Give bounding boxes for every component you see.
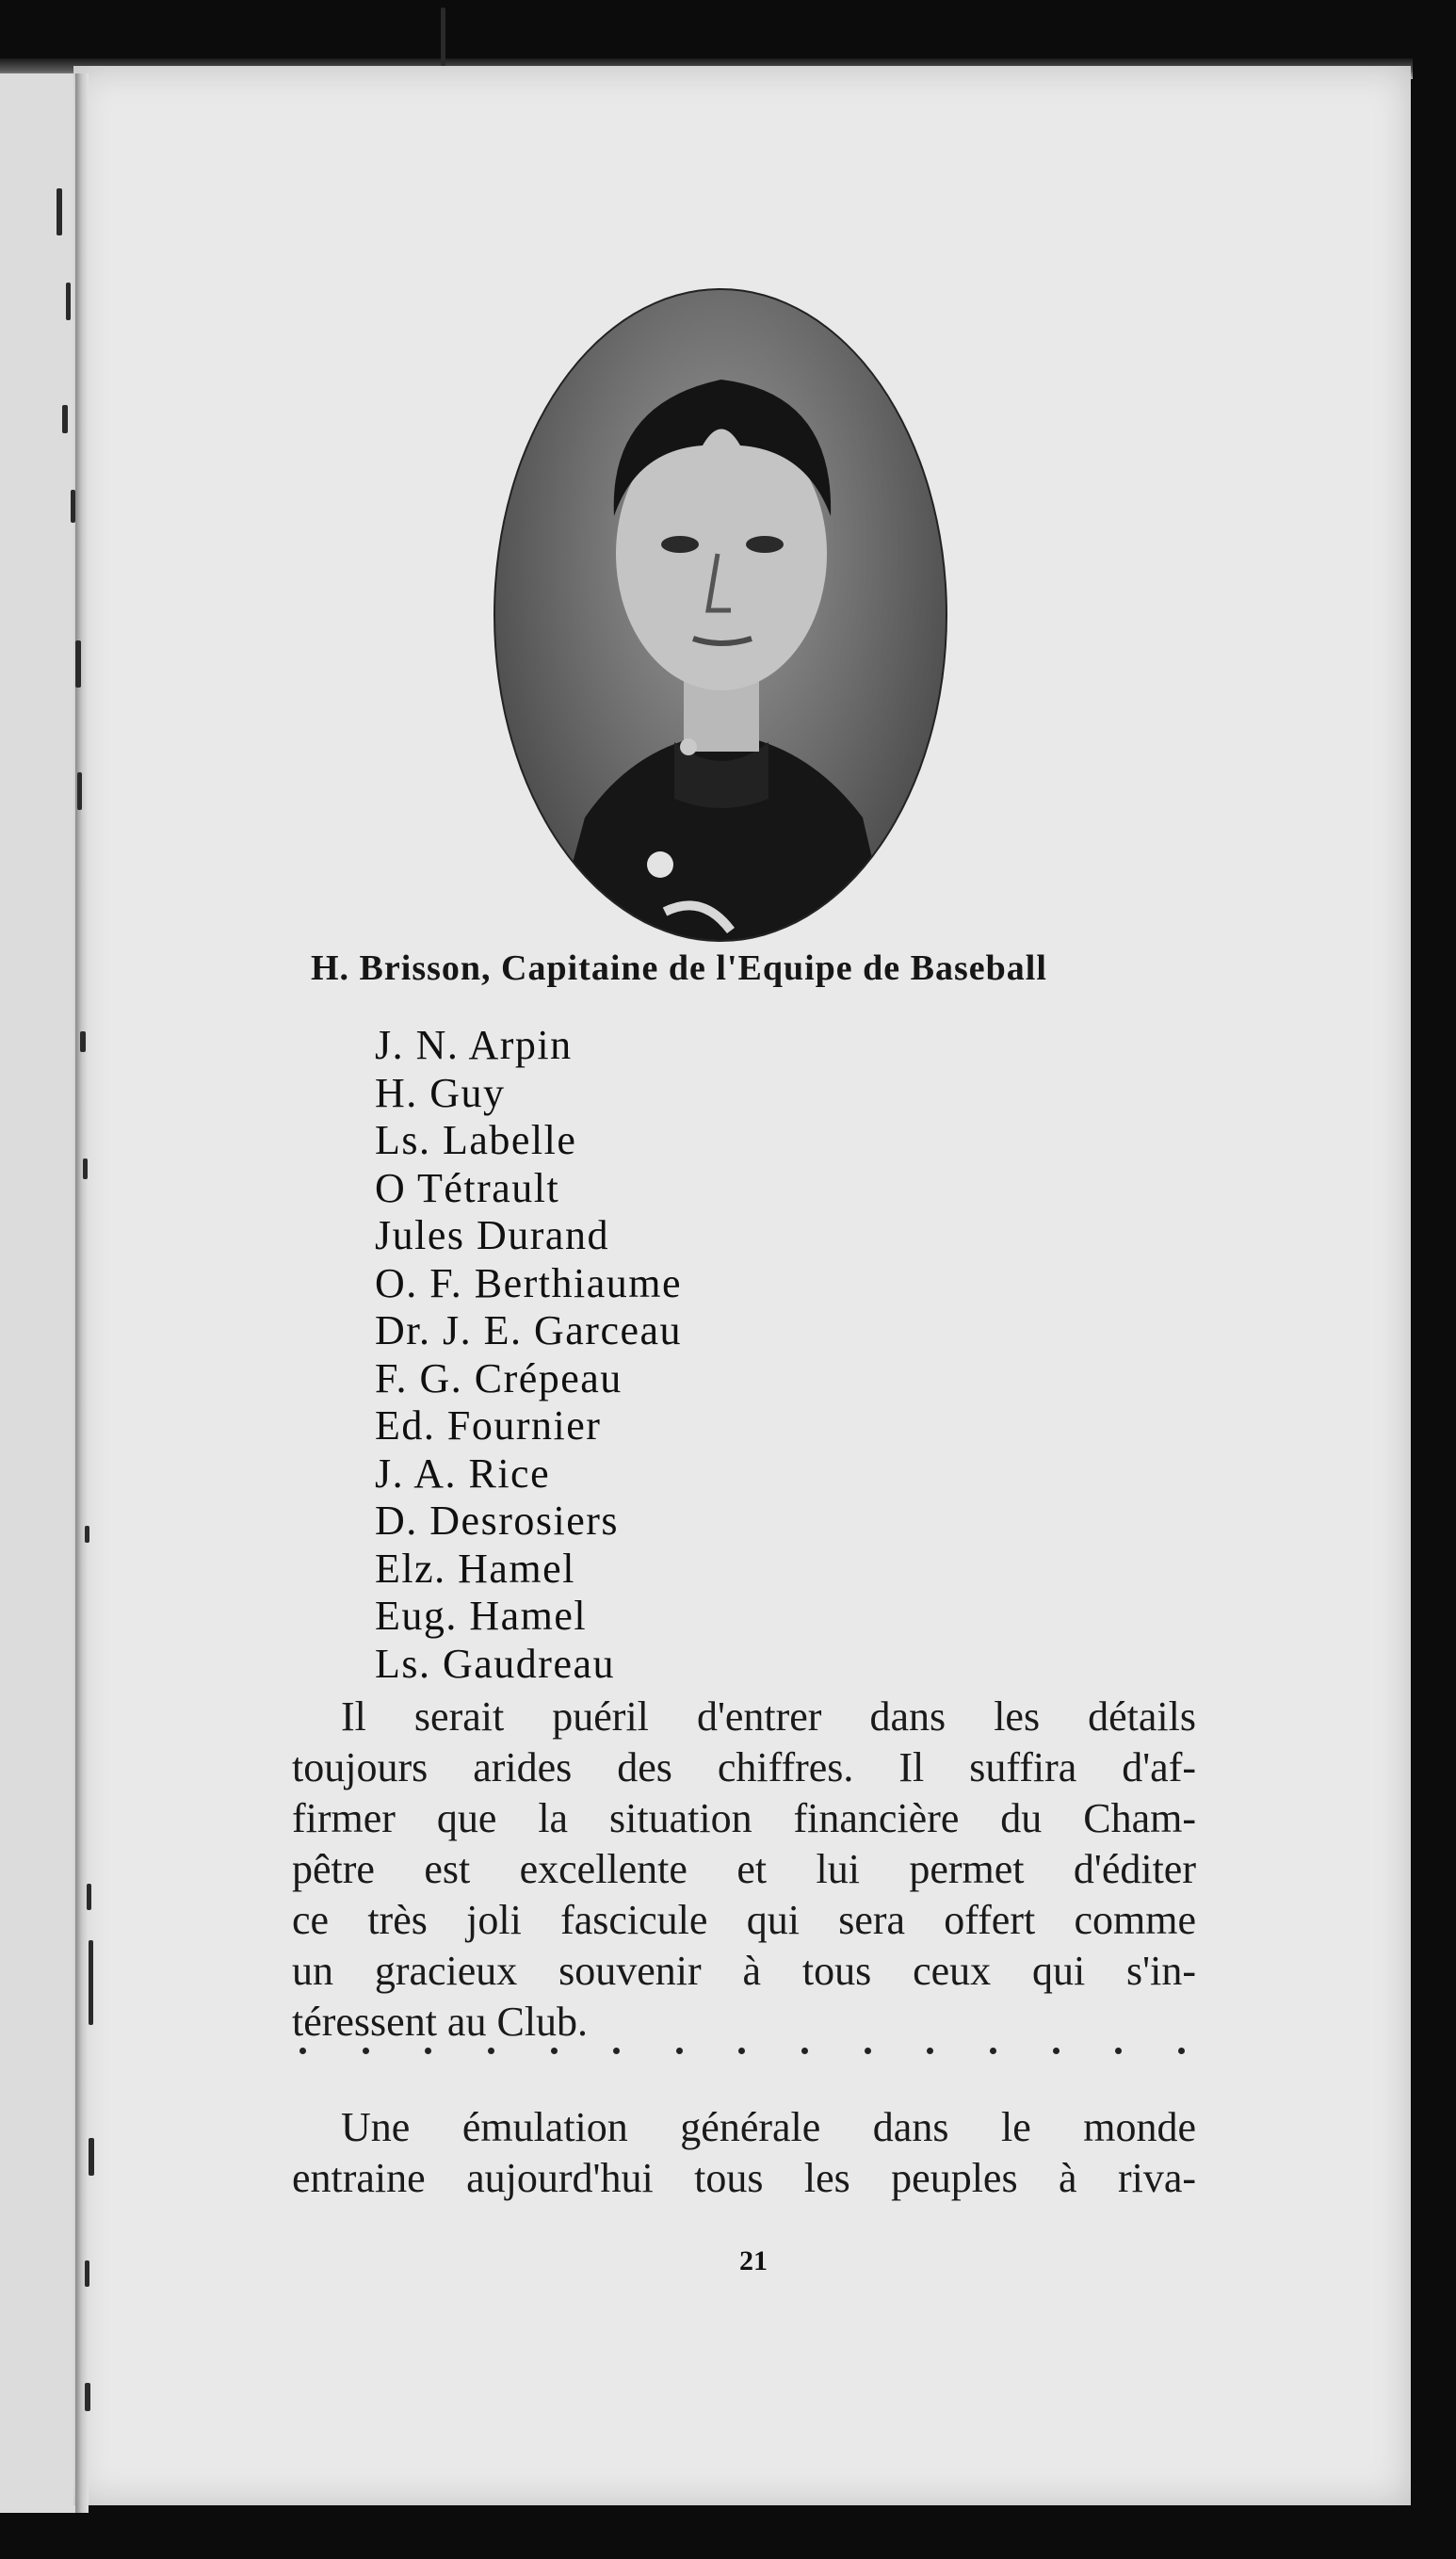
list-item: Elz. Hamel: [375, 1545, 575, 1592]
page-number: 21: [739, 2245, 768, 2276]
list-item: Dr. J. E. Garceau: [375, 1307, 683, 1353]
captain-portrait-photo: [493, 288, 947, 942]
list-item: D. Desrosiers: [375, 1498, 620, 1544]
list-item: J. N. Arpin: [375, 1022, 573, 1068]
list-item: Ed. Fournier: [375, 1402, 602, 1449]
paragraph-line: Une émulation générale dans le monde: [341, 2104, 1196, 2150]
body-paragraph-emulation: [292, 2102, 1196, 2204]
paragraph-line: Il serait puéril d'entrer dans les détails: [341, 1693, 1196, 1740]
paragraph-line: téressent au Club.: [292, 1999, 589, 2045]
book-gutter: [75, 73, 89, 2513]
list-item: Eug. Hamel: [375, 1593, 588, 1639]
list-item: J. A. Rice: [375, 1450, 551, 1497]
paragraph-line: pêtre est excellente et lui permet d'éditer: [292, 1846, 1196, 1892]
list-item: O. F. Berthiaume: [375, 1259, 682, 1306]
list-item: Ls. Labelle: [375, 1117, 577, 1163]
dotted-separator: [299, 2048, 1185, 2054]
list-item: F. G. Crépeau: [375, 1354, 623, 1401]
paragraph-line: ce très joli fascicule qui sera offert comme: [292, 1897, 1196, 1943]
paragraph-line: firmer que la situation financière du Cham-: [292, 1795, 1196, 1841]
list-item: Ls. Gaudreau: [375, 1640, 616, 1687]
paragraph-line: entraine aujourd'hui tous les peuples à riva-: [292, 2155, 1196, 2201]
portrait-figure: [495, 290, 946, 940]
paragraph-line: toujours arides des chiffres. Il suffira d'af-: [292, 1744, 1196, 1790]
photo-caption: H. Brisson, Capitaine de l'Equipe de Baseball: [311, 948, 1047, 988]
list-item: O Tétrault: [375, 1164, 560, 1211]
body-paragraph-finances: [292, 1692, 1196, 2048]
member-list: [375, 1022, 682, 1688]
list-item: H. Guy: [375, 1069, 506, 1116]
list-item: Jules Durand: [375, 1212, 609, 1258]
paragraph-line: un gracieux souvenir à tous ceux qui s'in-: [292, 1948, 1196, 1994]
